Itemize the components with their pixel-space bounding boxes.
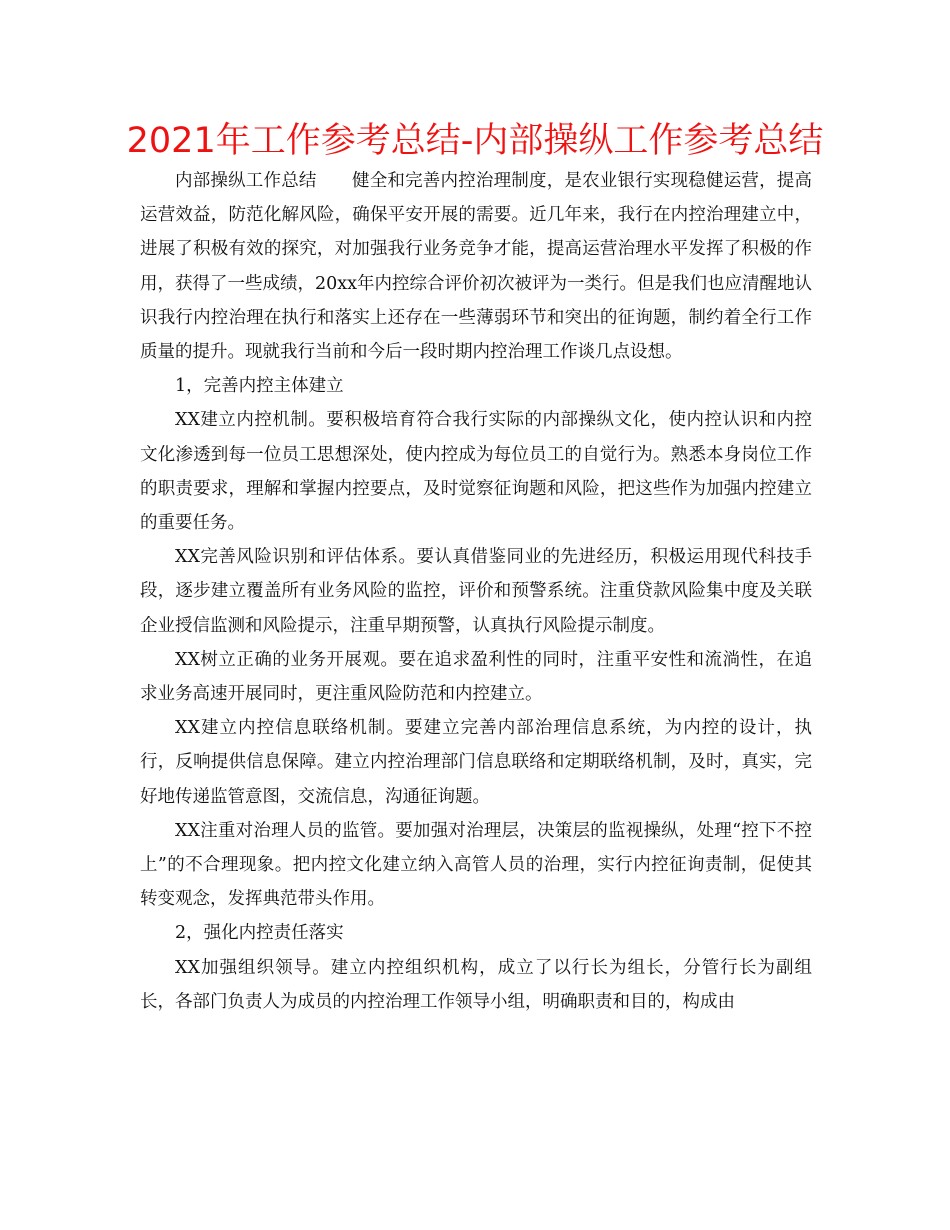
paragraph: XX加强组织领导。建立内控组织机构，成立了以行长为组长，分管行长为副组长，各部门负责人为成员的内控治理工作领导小组，明确职责和目的，构成由 — [140, 957, 812, 1012]
paragraph: XX完善风险识别和评估体系。要认真借鉴同业的先进经历，积极运用现代科技手段，逐步建立覆盖所有业务风险的监控，评价和预警系统。注重贷款风险集中度及关联企业授信监测和风险提示，注重早期预警，认真执行风险提示制度。 — [140, 547, 812, 636]
section-heading-1: 1，完善内控主体建立 — [175, 376, 344, 397]
document-body — [140, 164, 812, 1019]
paragraph: XX注重对治理人员的监管。要加强对治理层，决策层的监视操纵，处理“控下不控上”的不合理现象。把内控文化建立纳入高管人员的治理，实行内控征询责制，促使其转变观念，发挥典范带头作用。 — [140, 820, 812, 910]
paragraph: XX树立正确的业务开展观。要在追求盈利性的同时，注重平安性和流淌性，在追求业务高速开展同时，更注重风险防范和内控建立。 — [140, 649, 812, 705]
paragraph: XX建立内控信息联络机制。要建立完善内部治理信息系统，为内控的设计，执行，反响提供信息保障。建立内控治理部门信息联络和定期联络机制，及时，真实，完好地传递监管意图，交流信息，沟通征询题。 — [140, 718, 812, 807]
paragraph: XX建立内控机制。要积极培育符合我行实际的内部操纵文化，使内控认识和内控文化渗透到每一位员工思想深处，使内控成为每位员工的自觉行为。熟悉本身岗位工作的职责要求，理解和掌握内控要点，及时觉察征询题和风险，把这些作为加强内控建立的重要任务。 — [140, 410, 812, 534]
paragraph-intro: 内部操纵工作总结 健全和完善内控治理制度，是农业银行实现稳健运营，提高运营效益，防范化解风险，确保平安开展的需要。近几年来，我行在内控治理建立中，进展了积极有效的探究，对加强我行业务竞争才能，提高运营治理水平发挥了积极的作用，获得了一些成绩，20xx年内控综合评价初次被评为一类行。但是我们也应清醒地认识我行内控治理在执行和落实上还存在一些薄弱环节和突出的征询题，制约着全行工作质量的提升。现就我行当前和今后一段时期内控治理工作谈几点设想。 — [140, 171, 813, 363]
section-heading-2: 2，强化内控责任落实 — [175, 923, 344, 944]
document-title: 2021年工作参考总结-内部操纵工作参考总结 — [126, 121, 824, 161]
